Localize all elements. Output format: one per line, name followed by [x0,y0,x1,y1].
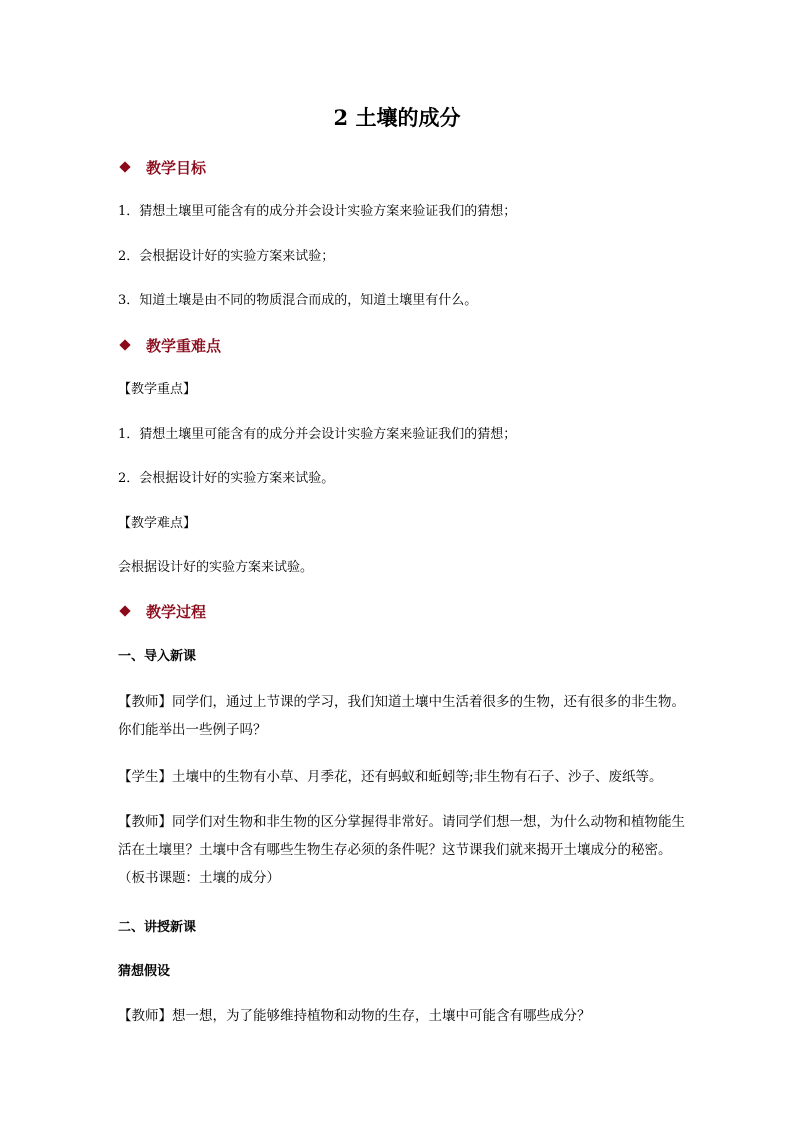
objective-item: 2．会根据设计好的实验方案来试验； [118,249,335,264]
objective-item: 3．知道土壤是由不同的物质混合而成的，知道土壤里有什么。 [118,293,478,308]
difficult-point-text: 会根据设计好的实验方案来试验。 [118,560,314,575]
section-heading-process [121,601,206,623]
section-heading-key-difficult [121,335,221,357]
dialogue-paragraph: 【教师】想一想，为了能够维持植物和动物的生存，土壤中可能含有哪些成分？ [118,1008,591,1024]
difficult-points-label: 【教学难点】 [118,516,197,531]
dialogue-paragraph: 【教师】同学们对生物和非生物的区分掌握得非常好。请同学们想一想，为什么动物和植物能生活在土壤里？土壤中含有哪些生物生存必须的条件呢？这节课我们就来揭开土壤成分的秘密。（板书课题：土壤的成分） [118,814,685,886]
part-heading-new-lesson: 二、讲授新课 [118,920,197,935]
part-heading-intro: 一、导入新课 [118,649,197,664]
dialogue-paragraph: 【学生】土壤中的生物有小草、月季花，还有蚂蚁和蚯蚓等;非生物有石子、沙子、废纸等。 [118,769,663,785]
objective-item: 1．猜想土壤里可能含有的成分并会设计实验方案来验证我们的猜想； [118,204,517,219]
diamond-bullet-icon [119,605,130,616]
sub-heading-hypothesis: 猜想假设 [118,964,171,979]
section-heading-objectives [121,157,206,179]
page-title: 2 土壤的成分 [333,105,461,130]
diamond-bullet-icon [119,161,130,172]
section-heading-label: 教学重难点 [146,337,222,355]
key-points-label: 【教学重点】 [118,382,197,397]
section-heading-label: 教学目标 [146,159,207,177]
diamond-bullet-icon [119,339,130,350]
key-point-item: 2．会根据设计好的实验方案来试验。 [118,471,335,486]
key-point-item: 1．猜想土壤里可能含有的成分并会设计实验方案来验证我们的猜想； [118,427,517,442]
section-heading-label: 教学过程 [146,603,207,621]
dialogue-paragraph: 【教师】同学们，通过上节课的学习，我们知道土壤中生活着很多的生物，还有很多的非生物。你们能举出一些例子吗？ [118,694,685,738]
